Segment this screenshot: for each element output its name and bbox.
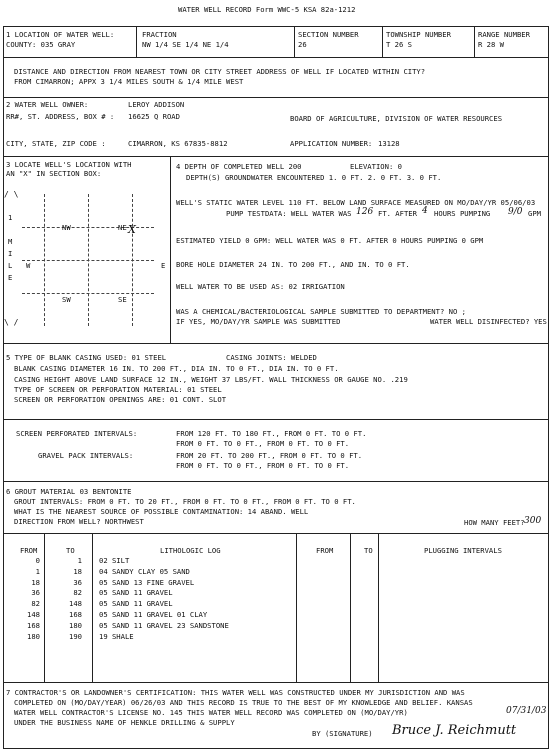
- pump-test-gpm: 9/0: [508, 207, 523, 217]
- log-row-to: 36: [73, 577, 82, 587]
- log-row-to: 18: [73, 566, 82, 576]
- owner-value: LEROY ADDISON: [128, 100, 185, 109]
- signature-label: BY (SIGNATURE): [312, 729, 373, 738]
- township-value: T 26 S: [386, 40, 412, 49]
- how-many-feet-value: 300: [524, 516, 542, 526]
- log-row-to: 180: [69, 620, 82, 630]
- casing-height: CASING HEIGHT ABOVE LAND SURFACE 12 IN., WEIGHT 37 LBS/FT. WALL THICKNESS OR GAUGE NO. .219: [14, 375, 408, 384]
- depth-completed: 4 DEPTH OF COMPLETED WELL 200: [176, 162, 302, 171]
- plugging-intervals-header: PLUGGING INTERVALS: [424, 546, 502, 555]
- static-water-level: WELL'S STATIC WATER LEVEL 110 FT. BELOW LAND SURFACE MEASURED ON MO/DAY/YR 05/06/03: [176, 198, 536, 207]
- side-letter-3: I: [8, 249, 13, 258]
- how-many-feet-label: HOW MANY FEET?: [464, 518, 525, 527]
- log-row-from: 36: [31, 588, 40, 598]
- gravel-pack-interval-1: FROM 20 FT. TO 200 FT., FROM 0 FT. TO 0 FT.: [176, 451, 363, 460]
- address-label: RR#, ST. ADDRESS, BOX # :: [6, 112, 115, 121]
- form-title: WATER WELL RECORD Form WWC-5 KSA 82a-1212: [178, 5, 356, 14]
- log-row-description: 05 SAND 11 GRAVEL: [99, 599, 173, 609]
- certification-line-4: UNDER THE BUSINESS NAME OF HENKLE DRILLING & SUPPLY: [14, 718, 235, 727]
- fraction-label: FRACTION: [142, 30, 177, 39]
- board-text: BOARD OF AGRICULTURE, DIVISION OF WATER RESOURCES: [290, 114, 503, 123]
- application-number-value: 13128: [378, 139, 400, 148]
- groundwater-depths: DEPTH(S) GROUNDWATER ENCOUNTERED 1. 0 FT. 2. 0 FT. 3. 0 FT.: [186, 173, 442, 182]
- log-row-description: 05 SAND 13 FINE GRAVEL: [99, 577, 195, 587]
- chemical-sample: WAS A CHEMICAL/BACTERIOLOGICAL SAMPLE SUBMITTED TO DEPARTMENT? NO ;: [176, 307, 466, 316]
- pump-test-hours-label: HOURS PUMPING: [434, 209, 491, 218]
- log-row-from: 148: [27, 610, 40, 619]
- certification-line-3: WATER WELL CONTRACTOR'S LICENSE NO. 145 THIS WATER WELL RECORD WAS COMPLETED ON (MO/DAY/YR): [14, 708, 408, 717]
- locate-label-1: 3 LOCATE WELL'S LOCATION WITH: [6, 160, 132, 169]
- compass-w: W: [26, 261, 31, 270]
- record-completed-date: 07/31/03: [506, 706, 547, 716]
- perforated-interval-1: FROM 120 FT. TO 180 FT., FROM 0 FT. TO 0 FT.: [176, 429, 367, 438]
- contamination-source: WHAT IS THE NEAREST SOURCE OF POSSIBLE CONTAMINATION: 14 ABAND. WELL: [14, 507, 309, 516]
- grout-material: 6 GROUT MATERIAL 03 BENTONITE: [6, 487, 132, 496]
- log-row-to: 1: [77, 556, 82, 565]
- township-label: TOWNSHIP NUMBER: [386, 30, 451, 39]
- casing-joints: CASING JOINTS: WELDED: [226, 353, 317, 362]
- distance-label: DISTANCE AND DIRECTION FROM NEAREST TOWN OR CITY STREET ADDRESS OF WELL IF LOCATED WITHIN CITY?: [14, 67, 426, 76]
- log-row-description: 05 SAND 11 GRAVEL 23 SANDSTONE: [99, 620, 229, 630]
- estimated-yield: ESTIMATED YIELD 0 GPM: WELL WATER WAS 0 FT. AFTER 0 HOURS PUMPING 0 GPM: [176, 236, 484, 245]
- log-row-description: 19 SHALE: [99, 631, 134, 641]
- county-value: COUNTY: 035 GRAY: [6, 40, 76, 49]
- log-to-header: TO: [66, 546, 75, 555]
- grout-intervals: GROUT INTERVALS: FROM 0 FT. TO 20 FT., FROM 0 FT. TO 0 FT., FROM 0 FT. TO 0 FT.: [14, 497, 356, 506]
- log-row-to: 190: [69, 631, 82, 641]
- distance-value: FROM CIMARRON; APPX 3 1/4 MILES SOUTH & 1/4 MILE WEST: [14, 77, 244, 86]
- certification-line-2: COMPLETED ON (MO/DAY/YEAR) 06/26/03 AND THIS RECORD IS TRUE TO THE BEST OF MY KNOWLEDGE AND BELIEF. KANSAS: [14, 698, 473, 707]
- quadrant-se: SE: [118, 295, 127, 304]
- perforated-interval-2: FROM 0 FT. TO 0 FT., FROM 0 FT. TO 0 FT.: [176, 439, 350, 448]
- log-row-description: 04 SANDY CLAY 05 SAND: [99, 566, 190, 576]
- city-label: CITY, STATE, ZIP CODE :: [6, 139, 106, 148]
- pump-test-after: FT. AFTER: [378, 209, 417, 218]
- casing-diameter: BLANK CASING DIAMETER 16 IN. TO 200 FT., DIA IN. TO 0 FT., DIA IN. TO 0 FT.: [14, 364, 339, 373]
- screen-material: TYPE OF SCREEN OR PERFORATION MATERIAL: 01 STEEL: [14, 385, 222, 394]
- address-value: 16625 Q ROAD: [128, 112, 180, 121]
- range-value: R 28 W: [478, 40, 504, 49]
- side-letter-1: 1: [8, 213, 13, 222]
- log-row-description: 05 SAND 11 GRAVEL 01 CLAY: [99, 610, 208, 619]
- pump-test-hours: 4: [422, 206, 428, 216]
- well-location-mark: X: [128, 223, 136, 236]
- log-row-from: 82: [31, 599, 40, 609]
- city-value: CIMARRON, KS 67835-8812: [128, 139, 228, 148]
- gravel-pack-label: GRAVEL PACK INTERVALS:: [38, 451, 134, 460]
- log-row-from: 180: [27, 631, 40, 641]
- log-row-from: 168: [27, 620, 40, 630]
- log-from-header: FROM: [20, 546, 38, 555]
- side-letter-5: E: [8, 273, 13, 282]
- contractor-signature: Bruce J. Reichmutt: [392, 723, 517, 738]
- location-label: 1 LOCATION OF WATER WELL:: [6, 30, 115, 39]
- compass-e: E: [161, 261, 166, 270]
- log-row-description: 02 SILT: [99, 556, 130, 565]
- disinfected: WATER WELL DISINFECTED? YES: [430, 317, 547, 326]
- log-row-description: 05 SAND 11 GRAVEL: [99, 588, 173, 598]
- bore-hole-diameter: BORE HOLE DIAMETER 24 IN. TO 200 FT., AND IN. TO 0 FT.: [176, 260, 410, 269]
- certification-line-1: 7 CONTRACTOR'S OR LANDOWNER'S CERTIFICATION: THIS WATER WELL WAS CONSTRUCTED UNDER MY JURISDICTION AND WAS: [6, 688, 465, 697]
- log-row-from: 0: [35, 556, 40, 565]
- plug-from-header: FROM: [316, 546, 334, 555]
- log-row-to: 148: [69, 599, 82, 609]
- section-grid: [22, 194, 154, 326]
- contamination-direction: DIRECTION FROM WELL? NORTHWEST: [14, 517, 144, 526]
- side-letter-4: L: [8, 261, 13, 270]
- quadrant-sw: SW: [62, 295, 71, 304]
- gravel-pack-interval-2: FROM 0 FT. TO 0 FT., FROM 0 FT. TO 0 FT.: [176, 461, 350, 470]
- plug-to-header: TO: [364, 546, 373, 555]
- screen-openings: SCREEN OR PERFORATION OPENINGS ARE: 01 CONT. SLOT: [14, 395, 227, 404]
- side-letter-2: M: [8, 237, 13, 246]
- lithologic-log-header: LITHOLOGIC LOG: [160, 546, 221, 555]
- pump-test-label: PUMP TESTDATA: WELL WATER WAS: [226, 209, 352, 218]
- fraction-value: NW 1/4 SE 1/4 NE 1/4: [142, 40, 229, 49]
- pump-test-feet: 126: [356, 207, 374, 217]
- quadrant-nw: NW: [62, 223, 71, 232]
- range-label: RANGE NUMBER: [478, 30, 530, 39]
- quadrant-ne: NE: [118, 223, 127, 232]
- casing-type: 5 TYPE OF BLANK CASING USED: 01 STEEL: [6, 353, 167, 362]
- pump-test-gpm-label: GPM: [528, 209, 541, 218]
- locate-label-2: AN "X" IN SECTION BOX:: [6, 169, 102, 178]
- log-row-to: 82: [73, 588, 82, 598]
- water-use: WELL WATER TO BE USED AS: 02 IRRIGATION: [176, 282, 345, 291]
- sample-date-label: IF YES, MO/DAY/YR SAMPLE WAS SUBMITTED: [176, 317, 341, 326]
- perforated-intervals-label: SCREEN PERFORATED INTERVALS:: [16, 429, 138, 438]
- log-row-from: 1: [35, 566, 40, 576]
- log-row-to: 168: [69, 610, 82, 619]
- elevation: ELEVATION: 0: [350, 162, 402, 171]
- section-number-value: 26: [298, 40, 307, 49]
- application-number-label: APPLICATION NUMBER:: [290, 139, 373, 148]
- section-number-label: SECTION NUMBER: [298, 30, 359, 39]
- owner-label: 2 WATER WELL OWNER:: [6, 100, 89, 109]
- log-row-from: 18: [31, 577, 40, 587]
